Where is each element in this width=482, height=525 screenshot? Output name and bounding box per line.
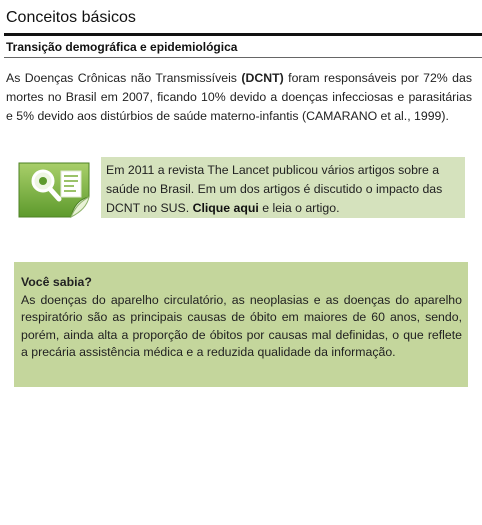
intro-paragraph <box>6 69 472 126</box>
callout-text-box <box>101 157 465 218</box>
section-divider <box>4 57 482 58</box>
magnifier-document-icon <box>13 159 97 219</box>
page-title: Conceitos básicos <box>6 9 136 26</box>
intro-acronym: (DCNT) <box>241 71 284 85</box>
did-you-know-body: As doenças do aparelho circulatório, as neoplasias e as doenças do aparelho respiratório são as principais causas de óbito em maiores de 60 anos, sendo, porém, ainda alta a proporção de óbitos por causas mal definidas, o que reflete a precária assistência médica e a reduzida qualidade da informação. <box>21 292 462 359</box>
section-title: Transição demográfica e epidemiológica <box>6 40 238 54</box>
callout-text-end: e leia o artigo. <box>258 201 340 215</box>
title-divider <box>4 33 482 36</box>
intro-text-start: As Doenças Crônicas não Transmissíveis <box>6 71 242 85</box>
intro-text-end: foram responsáveis por 72% das mortes no Brasil em 2007, ficando 10% devido a doenças infecciosas e parasitárias e 5% devido aos distúrbios de saúde materno-infantis (CAMARANO et al., 1999). <box>6 71 472 123</box>
lancet-callout <box>13 157 465 220</box>
did-you-know-box <box>14 262 468 387</box>
did-you-know-heading: Você sabia? <box>21 275 92 289</box>
callout-text-start: Em 2011 a revista The Lancet publicou vários artigos sobre a saúde no Brasil. Em um dos artigos é discutido o impacto das DCNT no SUS. <box>106 163 443 215</box>
article-link[interactable]: Clique aqui <box>192 201 259 215</box>
